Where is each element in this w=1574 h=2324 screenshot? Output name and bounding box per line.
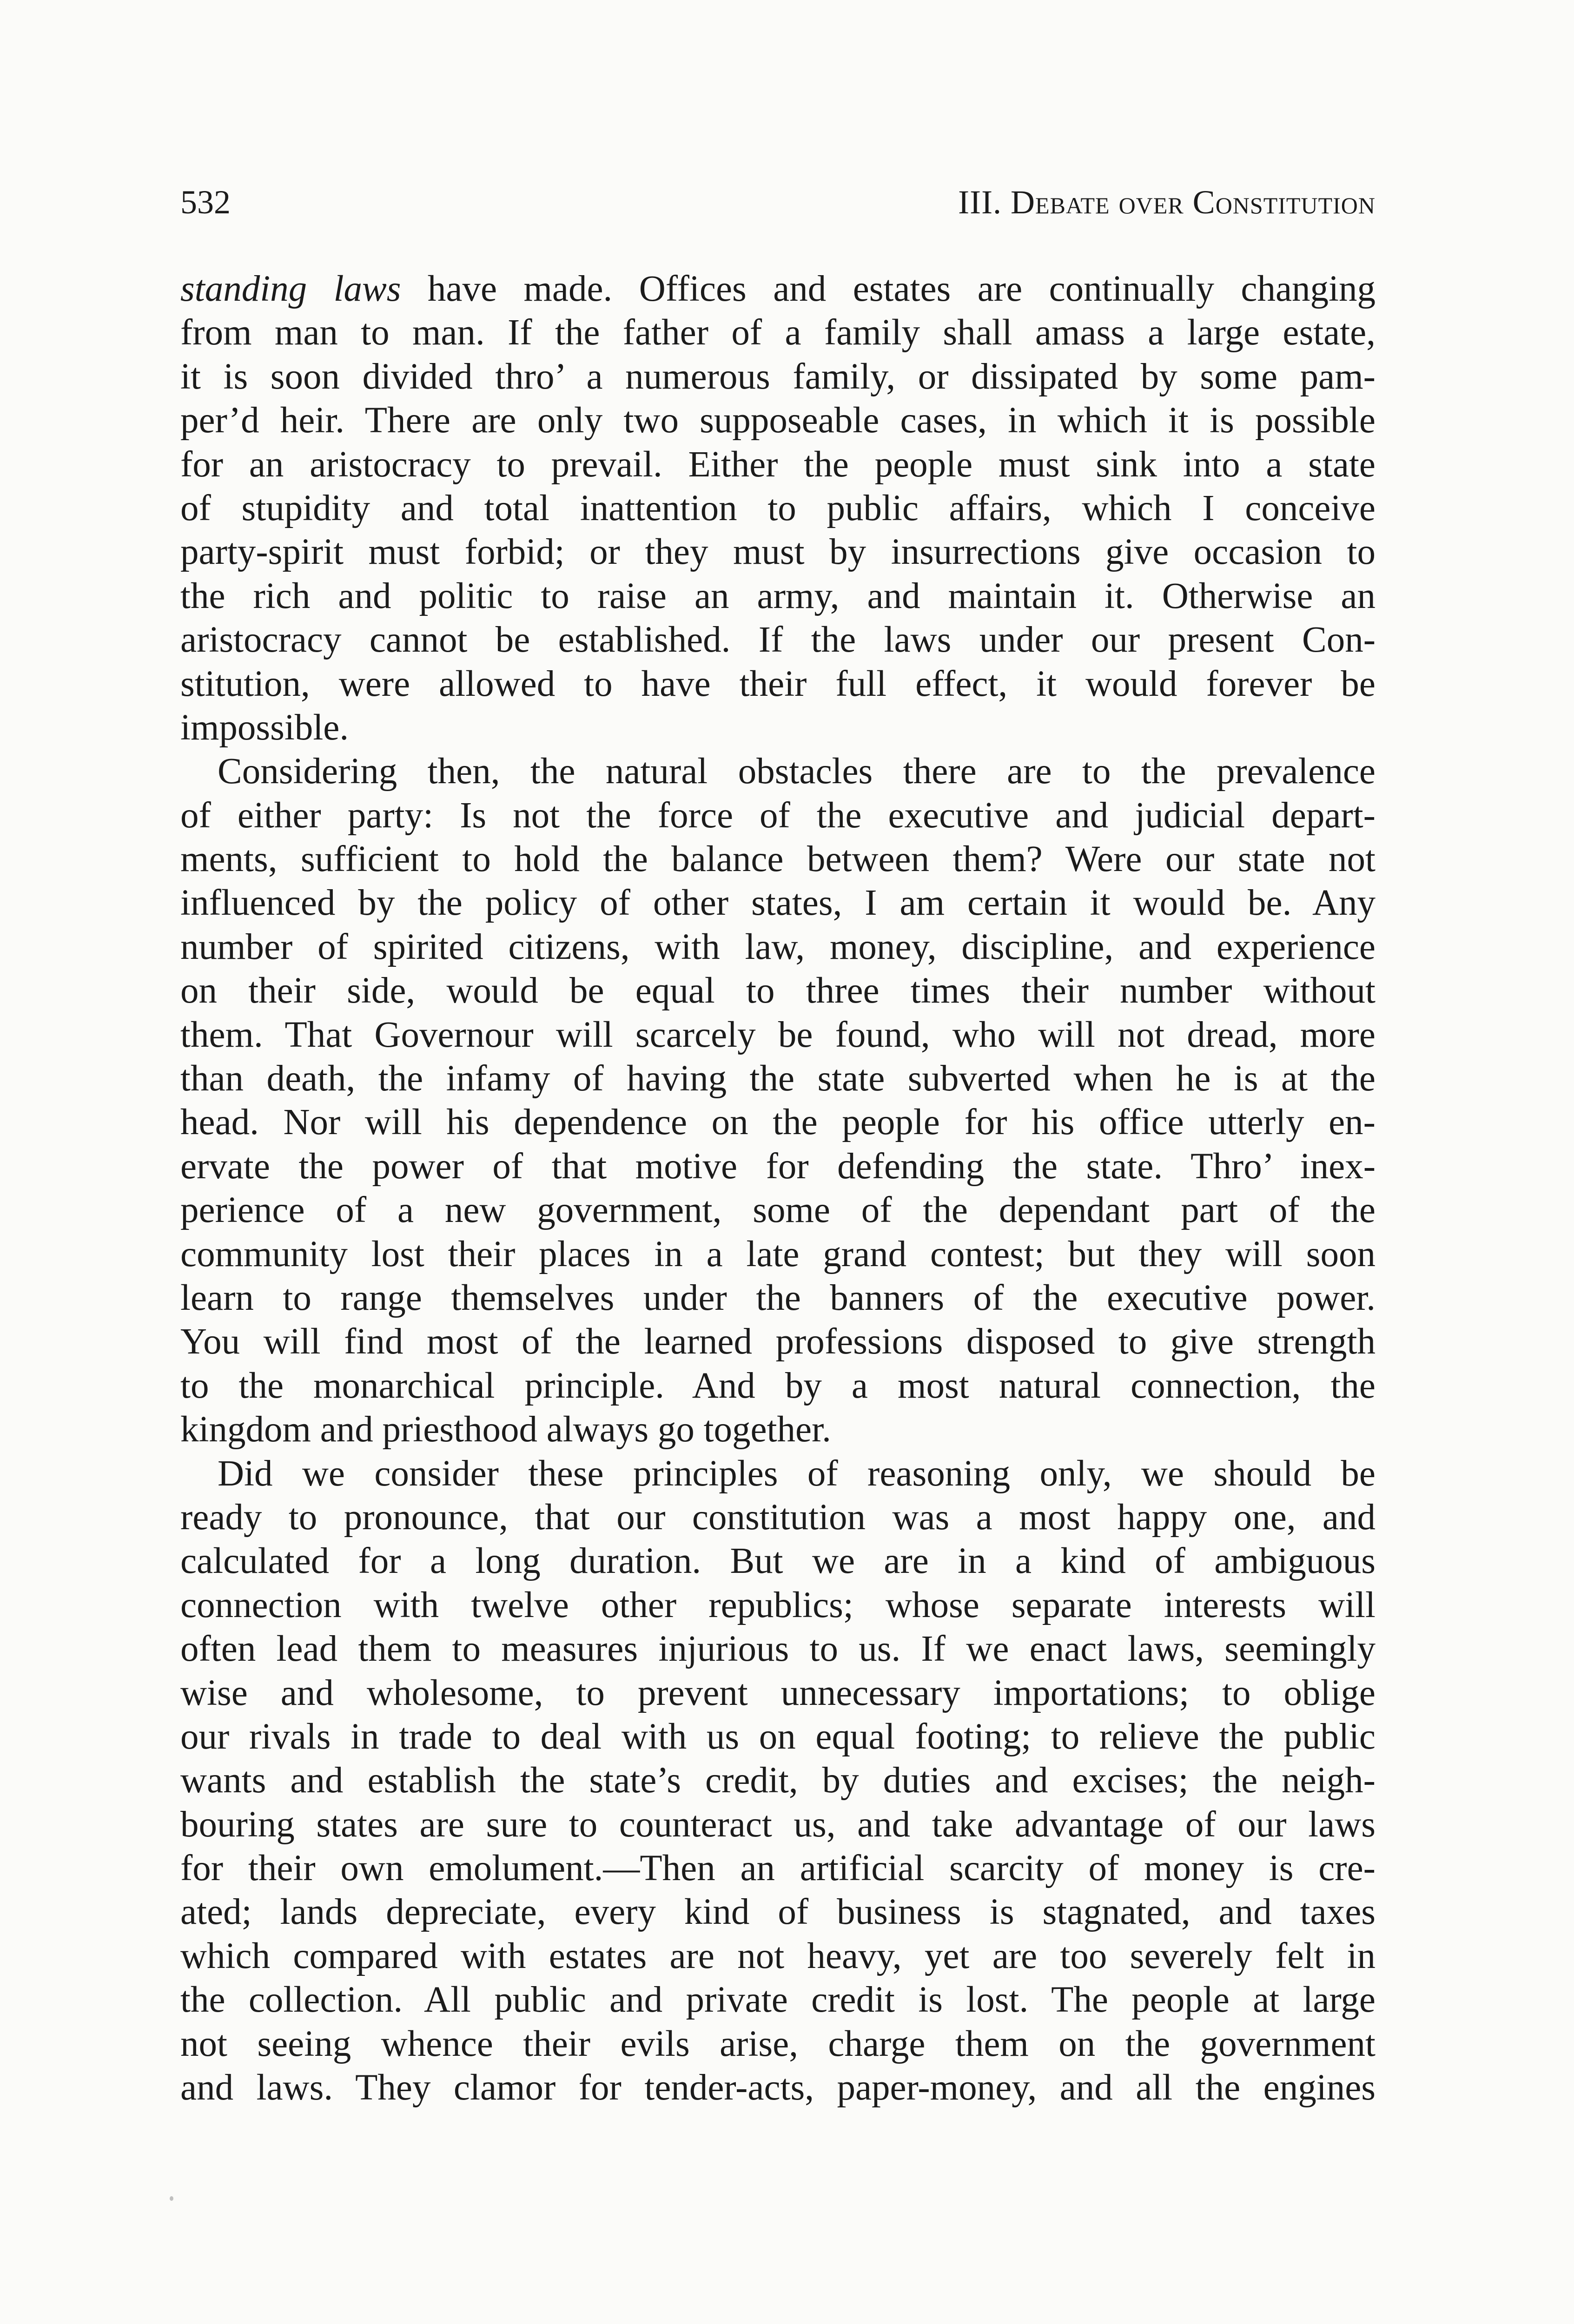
running-head: III. Debate over Constitution (958, 184, 1376, 221)
text-line: not seeing whence their evils arise, charge them on the government (180, 2023, 1376, 2064)
text-line: ated; lands depreciate, every kind of business is stagnated, and taxes (180, 1892, 1376, 1933)
text-line: often lead them to measures injurious to us. If we enact laws, seemingly (180, 1629, 1376, 1670)
text-line: calculated for a long duration. But we are in a kind of ambiguous (180, 1541, 1376, 1582)
text-line: influenced by the policy of other states, I am certain it would be. Any (180, 883, 1376, 924)
text-line: of stupidity and total inattention to public affairs, which I conceive (180, 488, 1376, 528)
body-text (180, 267, 1376, 2110)
paragraph (180, 267, 1376, 750)
text-line: the rich and politic to raise an army, and maintain it. Otherwise an (180, 575, 1376, 616)
text-line: aristocracy cannot be established. If the laws under our present Con- (180, 620, 1376, 660)
text-line: perience of a new government, some of the dependant part of the (180, 1190, 1376, 1231)
text-line: from man to man. If the father of a family shall amass a large estate, (180, 312, 1376, 353)
text-line: impossible. (180, 707, 349, 748)
paragraph (180, 1452, 1376, 2110)
text-line: on their side, would be equal to three times their number without (180, 971, 1376, 1011)
text-line: them. That Governour will scarcely be found, who will not dread, more (180, 1014, 1376, 1055)
text-line: of either party: Is not the force of the executive and judicial depart- (180, 795, 1376, 836)
text-line: learn to range themselves under the banners of the executive power. (180, 1277, 1376, 1318)
text-line: You will find most of the learned professions disposed to give strength (180, 1321, 1376, 1362)
page-header (180, 179, 1376, 225)
text-line: number of spirited citizens, with law, money, discipline, and experience (180, 926, 1376, 967)
text-line: wise and wholesome, to prevent unnecessary importations; to oblige (180, 1672, 1376, 1713)
text-line: to the monarchical principle. And by a most natural connection, the (180, 1365, 1376, 1406)
text-line: community lost their places in a late grand contest; but they will soon (180, 1234, 1376, 1274)
text-line: stitution, were allowed to have their full effect, it would forever be (180, 663, 1376, 704)
text-line: ments, sufficient to hold the balance between them? Were our state not (180, 839, 1376, 880)
text-line: than death, the infamy of having the state subverted when he is at the (180, 1058, 1376, 1099)
text-line: our rivals in trade to deal with us on equal footing; to relieve the public (180, 1716, 1376, 1757)
italic-phrase: standing laws (180, 269, 401, 309)
page-number: 532 (180, 184, 231, 221)
text-line: kingdom and priesthood always go together. (180, 1409, 831, 1450)
text-line: the collection. All public and private credit is lost. The people at large (180, 1980, 1376, 2020)
text-line: per’d heir. There are only two supposeable cases, in which it is possible (180, 400, 1376, 441)
text-line: bouring states are sure to counteract us, and take advantage of our laws (180, 1804, 1376, 1845)
paragraph (180, 750, 1376, 1452)
text-line: it is soon divided thro’ a numerous family, or dissipated by some pam- (180, 356, 1376, 397)
text-line: for an aristocracy to prevail. Either the people must sink into a state (180, 444, 1376, 485)
text-line: connection with twelve other republics; whose separate interests will (180, 1585, 1376, 1625)
text-line: Did we consider these principles of reasoning only, we should be (218, 1453, 1376, 1494)
text-line: party-spirit must forbid; or they must by insurrections give occasion to (180, 532, 1376, 573)
scan-speck (170, 2196, 173, 2201)
text-line: ready to pronounce, that our constitution was a most happy one, and (180, 1497, 1376, 1538)
text-line: and laws. They clamor for tender-acts, paper-money, and all the engines (180, 2067, 1376, 2108)
text-line: ervate the power of that motive for defending the state. Thro’ inex- (180, 1146, 1376, 1187)
text-line: for their own emolument.—Then an artificial scarcity of money is cre- (180, 1848, 1376, 1889)
text-line: which compared with estates are not heavy, yet are too severely felt in (180, 1935, 1376, 1976)
text-line: standing laws have made. Offices and estates are continually changing (180, 269, 1376, 309)
text-line: wants and establish the state’s credit, by duties and excises; the neigh- (180, 1760, 1376, 1801)
text-line: Considering then, the natural obstacles there are to the prevalence (218, 751, 1376, 792)
text-line: head. Nor will his dependence on the people for his office utterly en- (180, 1102, 1376, 1143)
